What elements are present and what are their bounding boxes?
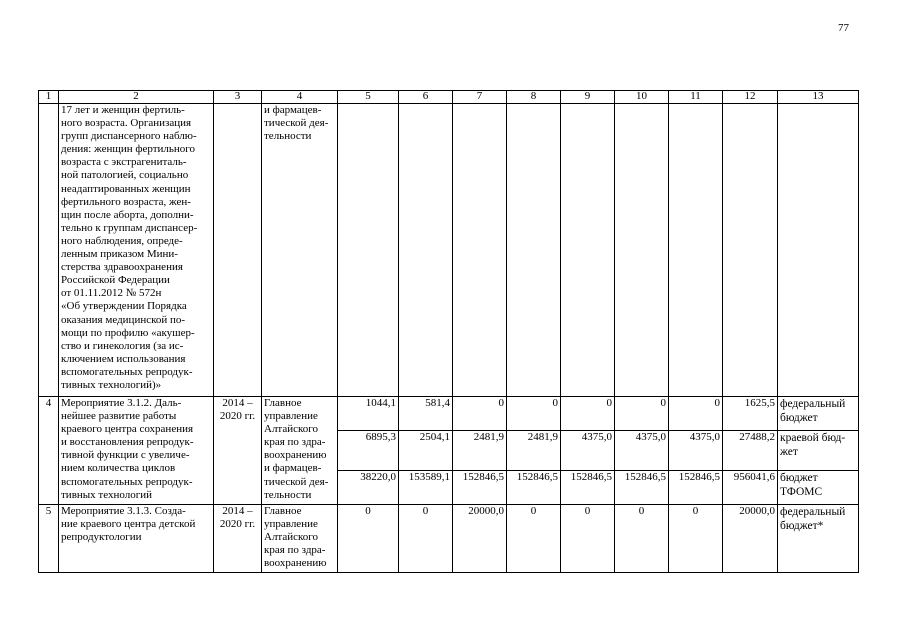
value-cell: 6895,3	[338, 431, 399, 471]
total-cell: 956041,6	[723, 471, 778, 505]
header-cell-13: 13	[778, 91, 859, 104]
cell-empty	[669, 104, 723, 397]
header-cell-7: 7	[453, 91, 507, 104]
header-cell-8: 8	[507, 91, 561, 104]
cell-empty	[507, 104, 561, 397]
value-cell: 1044,1	[338, 397, 399, 431]
cell-empty	[615, 104, 669, 397]
value-cell: 2504,1	[399, 431, 453, 471]
header-cell-2: 2	[59, 91, 214, 104]
funding-source: краевой бюд- жет	[778, 431, 859, 471]
row-number: 5	[39, 505, 59, 573]
cell-empty	[453, 104, 507, 397]
funding-source: федеральный бюджет	[778, 397, 859, 431]
value-cell: 0	[453, 397, 507, 431]
total-cell: 27488,2	[723, 431, 778, 471]
value-cell: 4375,0	[669, 431, 723, 471]
cell-empty	[39, 104, 59, 397]
cell-empty	[399, 104, 453, 397]
header-cell-3: 3	[214, 91, 262, 104]
cell-empty	[561, 104, 615, 397]
header-cell-10: 10	[615, 91, 669, 104]
total-cell: 20000,0	[723, 505, 778, 573]
activity-name: Мероприятие 3.1.2. Даль- нейшее развитие работы краевого центра сохранения и восстановления репродук- тивной функции с увеличе- нием количества циклов вспомогательных репродук- тивных технологий	[59, 397, 214, 505]
value-cell: 2481,9	[453, 431, 507, 471]
value-cell: 20000,0	[453, 505, 507, 573]
value-cell: 38220,0	[338, 471, 399, 505]
value-cell: 4375,0	[615, 431, 669, 471]
value-cell: 152846,5	[453, 471, 507, 505]
cell-empty	[214, 104, 262, 397]
row-number: 4	[39, 397, 59, 505]
funding-source: федеральный бюджет*	[778, 505, 859, 573]
continued-executor-cell: и фармацев- тической дея- тельности	[262, 104, 338, 397]
value-cell: 0	[669, 397, 723, 431]
activity-executor: Главное управление Алтайского края по здра- воохранению и фармацев- тической дея- тельности	[262, 397, 338, 505]
value-cell: 0	[615, 505, 669, 573]
value-cell: 152846,5	[507, 471, 561, 505]
value-cell: 0	[615, 397, 669, 431]
table-row-5	[39, 505, 859, 573]
header-cell-4: 4	[262, 91, 338, 104]
value-cell: 4375,0	[561, 431, 615, 471]
activity-period: 2014 – 2020 гг.	[214, 505, 262, 573]
value-cell: 0	[669, 505, 723, 573]
continued-description-cell: 17 лет и женщин фертиль- ного возраста. Организация групп диспансерного наблю- дения: женщин фертильного возраста с экстрагениталь- ной патологией, социально неадаптированных женщин фертильного возраста, жен- щин после аборта, дополни- тельно к группам диспансер- ного наблюдения, опреде- ленным приказом Мини- стерства здравоохранения Российской Федерации от 01.11.2012 № 572н «Об утверждении Порядка оказания медицинской по- мощи по профилю «акушер- ство и гинекология (за ис- ключением использования вспомогательных репродук- тивных технологий)»	[59, 104, 214, 397]
value-cell: 0	[507, 505, 561, 573]
value-cell: 0	[338, 505, 399, 573]
value-cell: 152846,5	[669, 471, 723, 505]
header-cell-9: 9	[561, 91, 615, 104]
value-cell: 152846,5	[615, 471, 669, 505]
value-cell: 581,4	[399, 397, 453, 431]
header-row	[39, 91, 859, 104]
activity-period: 2014 – 2020 гг.	[214, 397, 262, 505]
value-cell: 0	[561, 397, 615, 431]
header-cell-6: 6	[399, 91, 453, 104]
value-cell: 0	[507, 397, 561, 431]
value-cell: 153589,1	[399, 471, 453, 505]
header-cell-12: 12	[723, 91, 778, 104]
funding-source: бюджет ТФОМС	[778, 471, 859, 505]
table-row-continued	[39, 104, 859, 397]
value-cell: 152846,5	[561, 471, 615, 505]
activity-name: Мероприятие 3.1.3. Созда- ние краевого центра детской репродуктологии	[59, 505, 214, 573]
budget-table	[38, 90, 859, 573]
cell-empty	[338, 104, 399, 397]
page-number: 77	[838, 22, 849, 34]
value-cell: 0	[561, 505, 615, 573]
header-cell-5: 5	[338, 91, 399, 104]
cell-empty	[778, 104, 859, 397]
value-cell: 2481,9	[507, 431, 561, 471]
table-row-4-federal	[39, 397, 859, 431]
activity-executor: Главное управление Алтайского края по здра- воохранению	[262, 505, 338, 573]
cell-empty	[723, 104, 778, 397]
total-cell: 1625,5	[723, 397, 778, 431]
header-cell-11: 11	[669, 91, 723, 104]
header-cell-1: 1	[39, 91, 59, 104]
value-cell: 0	[399, 505, 453, 573]
